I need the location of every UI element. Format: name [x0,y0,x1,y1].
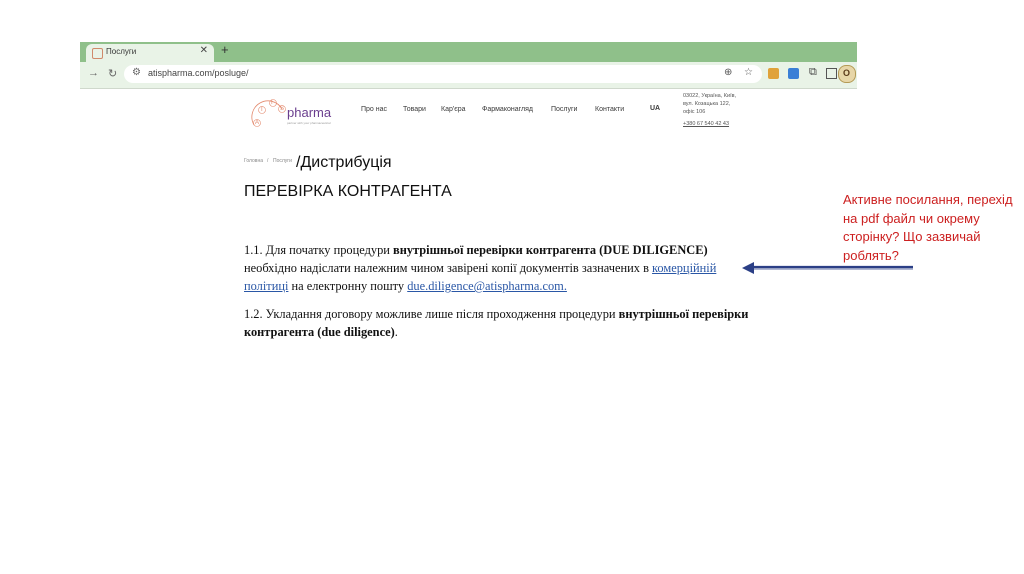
p1-text-2: необхідно надіслати належним чином завірені копії документів зазначених в [244,261,653,275]
p1-bold: внутрішньої перевірки контрагента (DUE DILIGENCE) [393,243,708,257]
extension-image-icon[interactable] [768,68,779,79]
logo-letter-i: I [271,100,273,106]
breadcrumb-services[interactable]: Послуги [273,158,292,164]
contact-phone[interactable]: +380 67 540 42 43 [683,121,730,127]
extensions-puzzle-icon[interactable]: ⧉ [809,66,817,78]
browser-window [80,42,857,88]
nav-about[interactable]: Про нас [361,106,388,113]
commercial-policy-link[interactable]: комерційній політиці [244,261,717,293]
logo-letter-s: S [280,106,285,112]
breadcrumb-home[interactable]: Головна [244,158,263,164]
bookmark-star-icon[interactable]: ☆ [744,67,753,78]
paragraph-2 [244,305,754,341]
p1-text-3: на електронну пошту [288,279,408,293]
tab-title: Послуги [106,47,137,56]
profile-avatar[interactable] [838,65,856,83]
p2-bold: внутрішньої перевірки контрагента (due diligence) [244,307,749,339]
new-tab-button[interactable]: + [221,42,229,57]
reload-icon[interactable]: ↻ [108,68,118,80]
side-panel-icon[interactable] [826,68,837,79]
tab-active[interactable] [86,44,214,62]
address-bar[interactable] [124,65,762,83]
nav-careers[interactable]: Кар'єра [441,106,466,113]
extension-pen-icon[interactable] [788,68,799,79]
forward-icon[interactable]: → [88,67,99,79]
nav-services[interactable]: Послуги [551,106,578,113]
annotation-arrow-icon [740,258,915,278]
logo-letter-t: T [260,107,264,113]
browser-toolbar [80,62,857,89]
logo-tagline: partner with your pharmaceutical [287,121,331,125]
url-text[interactable]: atispharma.com/posluge/ [148,68,249,78]
close-tab-icon[interactable]: ✕ [199,45,208,56]
breadcrumb-separator: / [267,158,269,164]
logo-wordmark[interactable]: pharma [287,105,332,120]
contact-address-line1: 03022, Україна, Київ, [683,93,737,99]
p2-text-1: 1.2. Укладання договору можливе лише після проходження процедури [244,307,619,321]
logo-letter-a: A [255,120,260,126]
nav-products[interactable]: Товари [403,106,426,113]
site-header [240,90,760,135]
breadcrumb-current: /Дистрибуція [296,154,392,171]
site-info-icon[interactable]: ⚙ [132,67,141,78]
zoom-icon[interactable]: ⊕ [724,67,733,78]
annotation-note: Активне посилання, перехід на pdf файл чи окрему сторінку? Що зазвичай роблять? [843,192,1013,263]
p1-text-1: 1.1. Для початку процедури [244,243,393,257]
nav-contacts[interactable]: Контакти [595,106,625,113]
language-switch[interactable]: UA [650,105,661,112]
contact-address-line2: вул. Козацька 122, [683,101,731,107]
profile-initial: O [843,68,851,78]
p2-text-2: . [394,325,398,339]
atis-logo-icon[interactable] [248,95,288,135]
site-favicon-icon [92,48,103,59]
paragraph-1 [244,241,754,295]
page-title: ПЕРЕВІРКА КОНТРАГЕНТА [244,183,452,200]
email-link[interactable]: due.diligence@atispharma.com. [407,279,567,293]
tab-strip [80,42,857,62]
nav-pharmacovigilance[interactable]: Фармаконагляд [482,106,533,113]
contact-address-line3: офіс 106 [683,109,706,115]
